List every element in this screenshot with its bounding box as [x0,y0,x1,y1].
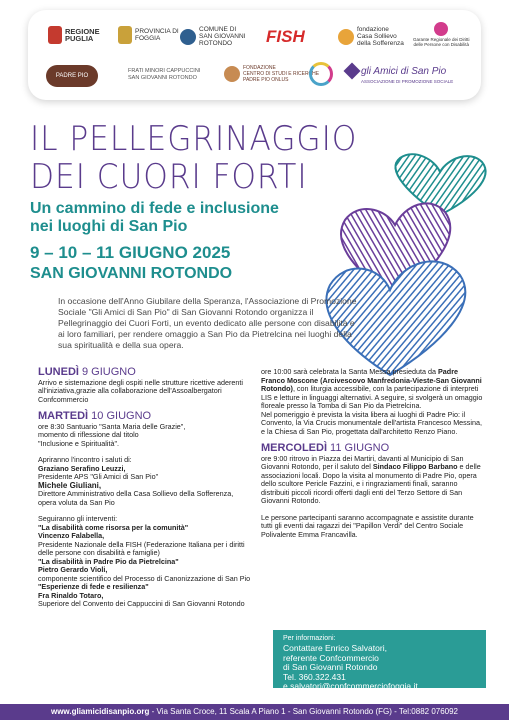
tuesday-day-rest: 10 GIUGNO [88,410,152,422]
talk-2-title: "La disabilità in Padre Pio da Pietrelcina" [38,556,179,566]
circle-emblem-icon [309,62,333,86]
logo-header [28,10,481,100]
wednesday-day-bold: MERCOLEDÌ [261,442,327,454]
frati-cappuccini-text: FRATI MINORI CAPPUCCINI SAN GIOVANNI ROTONDO [128,68,201,81]
tuesday-heading [38,412,253,421]
monday-text: Arrivo e sistemazione degli ospiti nelle strutture ricettive aderenti all'iniziativa,grazie alla collaborazione dell'Assoalbergatori Confcommercio [38,377,243,404]
tuesday-day-bold: MARTEDÌ [38,410,89,422]
wednesday-post: e delle associazioni locali. Dopo la visita al monumento di Padre Pio, opera dello scultore Pericle Fazzini, e i ringraziamenti finali, saranno distribuiti piccoli ricordi offerti dagli enti del Terzo Settore di San Giovanni Rotondo. [261,462,481,505]
teal-heart-icon [396,154,486,215]
amici-emblem-icon [344,63,361,80]
program-left-column [38,368,253,609]
regione-puglia-logo [48,26,100,44]
info-label: Per informazioni: [283,635,336,642]
padre-pio-text: PADRE PIO [46,65,98,87]
program-right-column [261,368,483,539]
info-phone[interactable]: Tel. 360.322.431 [283,671,346,682]
mass-celebrant: Padre Franco Moscone (Arcivescovo Manfredonia-Vieste-San Giovanni Rotondo) [261,367,482,393]
event-location: SAN GIOVANNI ROTONDO [30,265,233,282]
monday-heading [38,368,253,377]
casa-sollievo-text: fondazione Casa Sollievo della Sofferenza [357,26,404,47]
amici-san-pio-logo [346,65,453,85]
info-role: referente Confcommercio [283,652,379,663]
fish-text: FISH [266,27,305,46]
fondazione-emblem-icon [224,66,240,82]
info-email[interactable]: e.salvatori@confcommerciofoggia.it [283,681,418,691]
comune-text: COMUNE DI SAN GIOVANNI ROTONDO [199,26,246,47]
tuesday-text-3: "Inclusione e Spiritualità". [38,438,120,448]
closing-paragraph: Le persone partecipanti saranno accompagnate e assistite durante tutti gli eventi dai ragazzi dei "Papillon Verdi" del Centro Sociale Polivalente Emma Francavilla. [261,512,474,539]
wednesday-heading [261,444,483,453]
casa-sollievo-emblem-icon [338,29,354,45]
event-dates: 9 – 10 – 11 GIUGNO 2025 [30,243,231,262]
padre-pio-logo [46,65,98,87]
regione-puglia-emblem-icon [48,26,62,44]
info-org: di San Giovanni Rotondo [283,662,378,672]
garante-emblem-icon [434,22,448,36]
info-box [273,630,486,691]
amici-text: gli Amici di San Pio [361,65,447,77]
talk-1-role: Presidente Nazionale della FISH (Federazione Italiana per i diritti delle persone con disabilità e famiglie) [38,539,245,557]
circle-logo [309,62,333,86]
garante-text: Garante Regionale dei Diritti delle Persone con Disabilità [413,37,470,47]
garante-logo [413,22,470,47]
provincia-text: PROVINCIA DI FOGGIA [135,28,179,42]
greeting-2-role: Direttore Amministrativo della Casa Sollievo della Sofferenza, opera voluta da San Pio [38,489,234,507]
subtitle-line-2: nei luoghi di San Pio [30,218,188,235]
amici-sub-text: ASSOCIAZIONE DI PROMOZIONE SOCIALE [361,79,454,84]
comune-emblem-icon [180,29,196,45]
provincia-foggia-logo [118,26,179,44]
intro-paragraph: In occasione dell'Anno Giubilare della Speranza, l'Associazione di Promozione Sociale "Gli Amici di San Pio" di San Giovanni Rotondo organizza il Pellegrinaggio dei Cuori Forti, un evento dedicato alle persone con disabilità e ai loro familiari, per rendere omaggio a San Pio da Pietrelcina nei luoghi della sua spiritualità e della sua opera. [58,296,357,350]
footer-address: - Via Santa Croce, 11 Scala A Piano 1 - San Giovanni Rotondo (FG) - Tel:0882 076092 [149,707,459,716]
greeting-2-name: Michele Giuliani, [38,480,102,490]
afternoon-paragraph: Nel pomeriggio è prevista la visita libera ai luoghi di Padre Pio: il Convento, la Via Crucis monumentale dell'artista Francesco Messina, e la Chiesa di San Pio, progettata dall'architetto Renzo Piano. [261,409,482,436]
mass-post: , con liturgia accessibile, con la partecipazione di interpreti LIS e letture in linguaggi alternativi. A seguire, si svolgerà un omaggio floreale presso la Tomba di San Pio da Pietrelcina. [261,384,483,410]
subtitle-line-1: Un cammino di fede e inclusione [30,200,279,217]
comune-logo [180,26,245,47]
talk-3-role: Superiore del Convento dei Cappuccini di San Giovanni Rotondo [38,599,245,608]
greeting-1-role: Presidente APS "Gli Amici di San Pio" [38,472,159,481]
talk-1-title: "La disabilità come risorsa per la comunità" [38,522,189,532]
tuesday-text-2: momento di riflessione dal titolo [38,430,139,439]
greeting-1-name: Graziano Serafino Leuzzi, [38,463,126,473]
fish-logo [266,28,305,46]
talk-2-role: componente scientifico del Processo di Canonizzazione di San Pio [38,573,251,583]
talk-3-title: "Esperienze di fede e resilienza" [38,582,149,591]
talk-2-name: Pietro Gerardo Violi, [38,565,108,574]
talk-1-name: Vincenzo Falabella, [38,531,105,540]
wednesday-mayor: Sindaco Filippo Barbano [372,462,458,471]
talk-3-name: Fra Rinaldo Totaro, [38,590,104,600]
regione-puglia-text: REGIONE PUGLIA [65,27,100,43]
footer-bar [0,704,509,720]
event-subtitle [30,200,300,236]
casa-sollievo-logo [338,26,404,47]
talks-intro: Seguiranno gli interventi: [38,514,118,523]
wednesday-paragraph [261,455,483,506]
mass-pre: ore 10:00 sarà celebrata la Santa Messa presieduta da [261,367,437,376]
tuesday-text-1: ore 8:30 Santuario "Santa Maria delle Grazie", [38,421,186,431]
title-line-2: DEI CUORI FORTI [30,157,308,197]
wednesday-day-rest: 11 GIUGNO [327,442,390,454]
monday-day-rest: 9 GIUGNO [78,366,136,378]
wednesday-pre: ore 9:00 ritrovo in Piazza dei Martiri, davanti al Municipio di San Giovanni Rotondo, per il saluto del [261,453,464,471]
info-contact: Contattare Enrico Salvatori, [283,643,387,653]
monday-day-bold: LUNEDÌ [38,366,79,378]
provincia-emblem-icon [118,26,132,44]
mass-paragraph [261,368,483,411]
title-line-1: IL PELLEGRINAGGIO [30,119,358,159]
frati-cappuccini-logo [128,68,200,82]
fondazione-padre-pio-logo [224,65,319,83]
fondazione-text: FONDAZIONE CENTRO DI STUDI E RICERCHE PADRE PIO ONLUS [243,65,320,83]
greetings-intro: Apriranno l'incontro i saluti di: [38,455,132,464]
footer-website-link[interactable]: www.gliamicidisanpio.org [50,707,150,716]
